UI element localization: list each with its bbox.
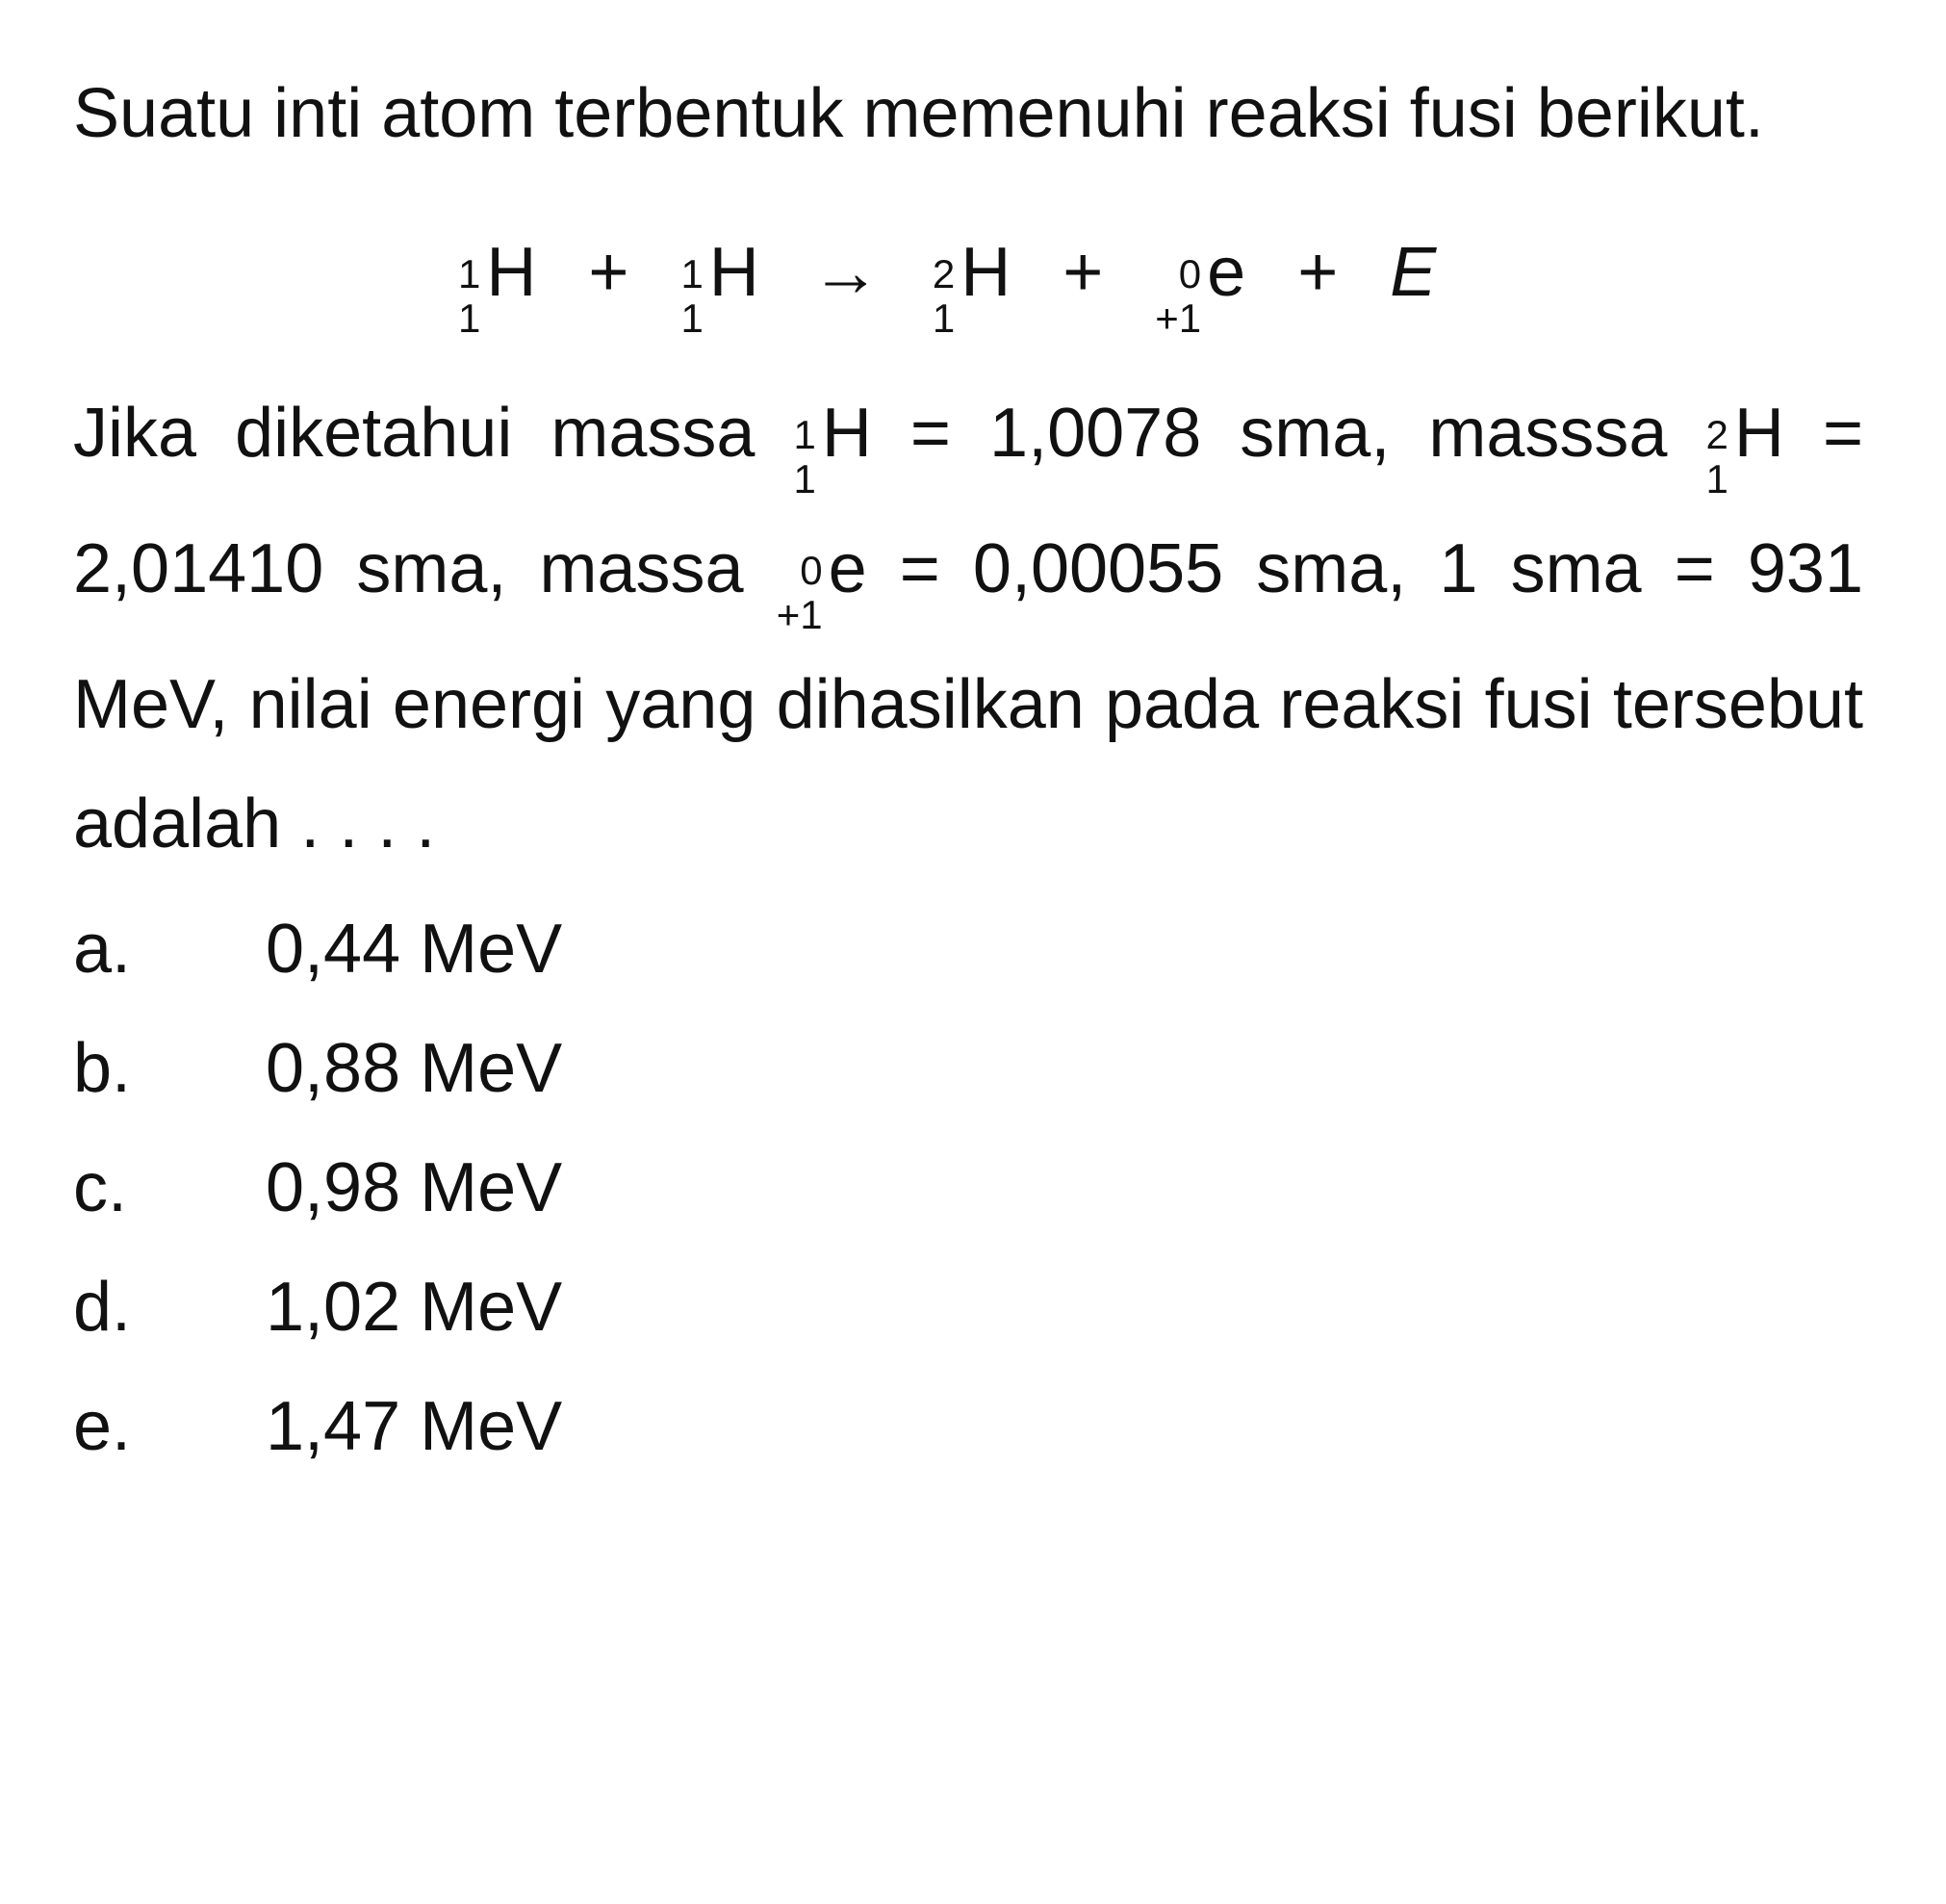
plus-sign: + <box>588 234 629 311</box>
option-text: 0,88 MeV <box>266 1030 563 1107</box>
fusion-equation <box>73 191 1863 354</box>
given-text: Jika diketahui massa <box>73 395 794 472</box>
mass-number: 0 <box>800 548 823 593</box>
given-text: = 0,00055 sma, 1 sma = 931 MeV, nilai energi yang dihasilkan pada reaksi fusi tersebut adalah . . . . <box>73 530 1863 862</box>
option-a[interactable] <box>73 889 1863 1009</box>
atomic-number: 1 <box>1705 456 1728 502</box>
reaction-arrow: → <box>810 234 881 311</box>
given-values <box>73 373 1863 884</box>
mass-number: 1 <box>458 251 481 296</box>
nuclide-positron <box>1155 191 1245 354</box>
nuclide-deuterium <box>1706 373 1784 509</box>
element-symbol: e <box>1207 234 1246 311</box>
option-text: 0,98 MeV <box>266 1149 563 1226</box>
nuclide-hydrogen-1 <box>794 373 872 509</box>
option-c[interactable] <box>73 1128 1863 1248</box>
atomic-number: 1 <box>458 296 481 341</box>
option-letter: c. <box>73 1149 128 1226</box>
nuclide-deuterium <box>933 191 1011 354</box>
element-symbol: H <box>821 395 872 472</box>
option-letter: e. <box>73 1388 132 1465</box>
element-symbol: H <box>708 234 759 311</box>
plus-sign: + <box>1297 234 1339 311</box>
mass-number: 2 <box>1705 412 1728 457</box>
option-text: 1,47 MeV <box>266 1388 563 1465</box>
question-intro: Suatu inti atom terbentuk memenuhi reaksi fusi berikut. <box>73 75 1764 152</box>
atomic-number: 1 <box>793 456 816 502</box>
atomic-number: +1 <box>776 592 823 637</box>
nuclide-hydrogen-1 <box>458 191 536 354</box>
option-d[interactable] <box>73 1248 1863 1367</box>
answer-options <box>73 889 1863 1486</box>
given-text: = 1,0078 sma, masssa <box>871 395 1706 472</box>
nuclide-hydrogen-1 <box>680 191 758 354</box>
option-letter: a. <box>73 911 132 988</box>
atomic-number: 1 <box>680 296 704 341</box>
question-page <box>73 54 1863 1486</box>
element-symbol: e <box>828 530 867 607</box>
option-b[interactable] <box>73 1009 1863 1128</box>
atomic-number: +1 <box>1155 296 1202 341</box>
mass-number: 1 <box>680 251 704 296</box>
element-symbol: H <box>1733 395 1784 472</box>
element-symbol: H <box>960 234 1011 311</box>
option-text: 1,02 MeV <box>266 1269 563 1346</box>
option-text: 0,44 MeV <box>266 911 563 988</box>
nuclide-positron <box>777 509 867 645</box>
atomic-number: 1 <box>932 296 956 341</box>
element-symbol: H <box>486 234 537 311</box>
given-text: = 2,01410 sma, massa <box>73 395 1863 607</box>
energy-symbol: E <box>1390 234 1437 311</box>
option-letter: d. <box>73 1269 132 1346</box>
mass-number: 0 <box>1178 251 1202 296</box>
option-letter: b. <box>73 1030 132 1107</box>
option-e[interactable] <box>73 1367 1863 1486</box>
plus-sign: + <box>1063 234 1104 311</box>
mass-number: 1 <box>793 412 816 457</box>
mass-number: 2 <box>932 251 956 296</box>
